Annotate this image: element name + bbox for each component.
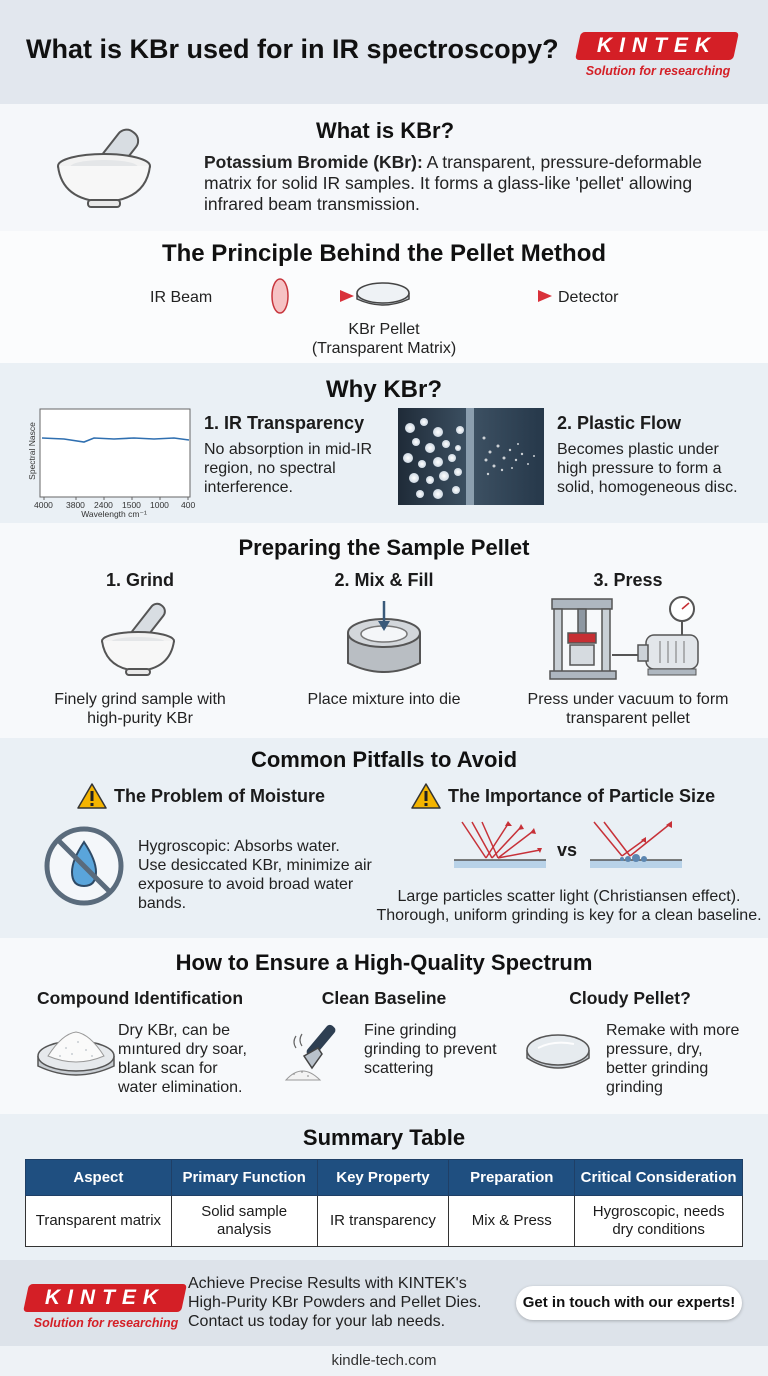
plastic-flow-line-1: Becomes plastic under — [557, 441, 719, 458]
ir-transparency-line-3: interference. — [204, 479, 293, 496]
step-3-line-2: transparent pellet — [566, 710, 690, 727]
quality-2-line-2: grinding to prevent — [364, 1041, 497, 1058]
moisture-text — [138, 837, 378, 913]
ir-spectrum-chart — [24, 408, 194, 518]
header — [0, 0, 768, 104]
particle-line-2: Thorough, uniform grinding is key for a clean baseline. — [376, 907, 762, 924]
table-row — [26, 1196, 743, 1247]
principle-title: The Principle Behind the Pellet Method — [161, 240, 607, 267]
quality-1-line-2: mıntured dry soar, — [118, 1041, 247, 1058]
spectrum-tick-1: 3800 — [66, 500, 85, 510]
what-description — [204, 152, 744, 215]
pellet-sublabel: (Transparent Matrix) — [311, 340, 457, 357]
step-1-title: 1. Grind — [105, 570, 174, 590]
cta-text — [188, 1274, 508, 1331]
contact-experts-button[interactable]: Get in touch with our experts! — [516, 1286, 742, 1320]
step-3-line-1: Press under vacuum to form — [527, 691, 729, 708]
kbr-pellet-icon — [354, 281, 412, 311]
logo-text: KINTEK — [596, 34, 718, 57]
warning-icon-2 — [411, 782, 441, 810]
warning-icon — [77, 782, 107, 810]
prep-section — [0, 523, 768, 738]
table-header: Key Property — [317, 1160, 449, 1196]
quality-1-title: Compound Identification — [36, 988, 244, 1008]
logo-tagline: Solution for researching — [585, 64, 731, 78]
particle-line-1: Large particles scatter light (Christiansen effect). — [397, 888, 741, 905]
table-header: Preparation — [449, 1160, 575, 1196]
what-line-1: A transparent, pressure-deformable — [422, 152, 702, 172]
logo-text: KINTEK — [44, 1286, 166, 1309]
particle-title: The Importance of Particle Size — [448, 786, 716, 806]
quality-1-line-3: blank scan for — [118, 1060, 218, 1077]
plastic-flow-title: 2. Plastic Flow — [557, 413, 682, 433]
plastic-flow-block — [557, 413, 757, 497]
quality-2-line-1: Fine grinding — [364, 1022, 457, 1039]
cta-line-2: High-Purity KBr Powders and Pellet Dies. — [188, 1294, 482, 1311]
step-1-line-1: Finely grind sample with — [54, 691, 226, 708]
press-icon — [548, 595, 708, 681]
quality-3-text — [606, 1021, 756, 1097]
quality-2-text — [364, 1021, 514, 1078]
spectrum-ylabel: Spectral Nasce — [27, 422, 37, 480]
summary-title: Summary Table — [302, 1125, 466, 1150]
quality-2-line-3: scattering — [364, 1060, 434, 1077]
summary-table — [25, 1159, 743, 1247]
ir-transparency-title: 1. IR Transparency — [204, 413, 365, 433]
spectrum-xlabel: Wavelength cm⁻¹ — [81, 509, 147, 519]
principle-section — [0, 231, 768, 363]
pellet-label: KBr Pellet — [348, 321, 420, 338]
table-header: Critical Consideration — [575, 1160, 743, 1196]
quality-3-line-4: grinding — [606, 1079, 663, 1096]
kintek-logo[interactable] — [574, 30, 742, 80]
why-title: Why KBr? — [326, 376, 442, 403]
step-3-title: 3. Press — [593, 570, 663, 590]
spectrum-tick-4: 1000 — [150, 500, 169, 510]
prep-title: Preparing the Sample Pellet — [238, 535, 530, 560]
cta-line-3: Contact us today for your lab needs. — [188, 1313, 446, 1330]
why-kbr-section — [0, 363, 768, 523]
die-icon — [342, 599, 426, 679]
table-cell: IR transparency — [317, 1196, 449, 1247]
table-cell: Hygroscopic, needs dry conditions — [575, 1196, 743, 1247]
moisture-line-1: Hygroscopic: Absorbs water. — [138, 838, 340, 855]
what-term: Potassium Bromide (KBr): — [204, 152, 423, 172]
quality-2-title: Clean Baseline — [321, 988, 447, 1008]
plastic-flow-image — [398, 408, 544, 505]
spectrum-tick-0: 4000 — [34, 500, 53, 510]
vs-label: vs — [557, 840, 578, 860]
spectrum-tick-3: 1500 — [122, 500, 141, 510]
page-title: What is KBr used for in IR spectroscopy? — [26, 34, 559, 64]
moisture-title: The Problem of Moisture — [114, 786, 326, 806]
cloudy-pellet-icon — [524, 1030, 592, 1078]
quality-1-line-4: water elimination. — [118, 1079, 243, 1096]
pitfalls-title: Common Pitfalls to Avoid — [250, 747, 518, 772]
table-header-row — [26, 1160, 743, 1196]
quality-3-line-1: Remake with more — [606, 1022, 740, 1039]
step-2-line-1: Place mixture into die — [307, 691, 461, 708]
scatter-diagram-fine — [588, 818, 684, 876]
logo-tagline: Solution for researching — [33, 1316, 179, 1330]
detector-label: Detector — [558, 289, 619, 306]
moisture-line-4: bands. — [138, 895, 187, 912]
moisture-line-3: exposure to avoid broad water — [138, 876, 354, 893]
table-cell: Transparent matrix — [26, 1196, 172, 1247]
spatula-powder-icon — [282, 1018, 358, 1086]
powder-dish-icon — [34, 1026, 118, 1086]
what-line-2: matrix for solid IR samples. It forms a glass-like 'pellet' allowing — [204, 173, 693, 193]
ir-transparency-line-1: No absorption in mid-IR — [204, 441, 373, 458]
quality-section — [0, 938, 768, 1114]
grind-icon — [98, 599, 182, 679]
scatter-diagram-large — [452, 818, 548, 876]
table-cell: Mix & Press — [449, 1196, 575, 1247]
spectrum-tick-2: 2400 — [94, 500, 113, 510]
ir-transparency-block — [204, 413, 389, 497]
step-2-title: 2. Mix & Fill — [334, 570, 434, 590]
quality-3-title: Cloudy Pellet? — [569, 988, 691, 1008]
table-cell: Solid sample analysis — [171, 1196, 317, 1247]
what-line-3: infrared beam transmission. — [204, 194, 420, 214]
ir-beam-label: IR Beam — [150, 289, 213, 306]
table-header: Aspect — [26, 1160, 172, 1196]
what-is-kbr-section — [0, 104, 768, 231]
moisture-line-2: Use desiccated KBr, minimize air — [138, 857, 372, 874]
kintek-logo-footer[interactable] — [22, 1282, 190, 1332]
table-header: Primary Function — [171, 1160, 317, 1196]
plastic-flow-line-3: solid, homogeneous disc. — [557, 479, 738, 496]
no-water-icon — [42, 824, 126, 908]
quality-1-line-1: Dry KBr, can be — [118, 1022, 231, 1039]
footer-url[interactable]: kindle-tech.com — [331, 1352, 437, 1369]
quality-1-text — [118, 1021, 268, 1097]
quality-title: How to Ensure a High-Quality Spectrum — [175, 950, 593, 975]
cta-line-1: Achieve Precise Results with KINTEK's — [188, 1275, 467, 1292]
footer — [0, 1346, 768, 1376]
spectrum-tick-5: 400 — [181, 500, 196, 510]
ir-transparency-line-2: region, no spectral — [204, 460, 336, 477]
plastic-flow-line-2: high pressure to form a — [557, 460, 722, 477]
what-title: What is KBr? — [315, 118, 455, 143]
pitfalls-section — [0, 738, 768, 938]
step-1-line-2: high-purity KBr — [87, 710, 193, 727]
quality-3-line-3: better grinding — [606, 1060, 709, 1077]
quality-3-line-2: pressure, dry, — [606, 1041, 703, 1058]
